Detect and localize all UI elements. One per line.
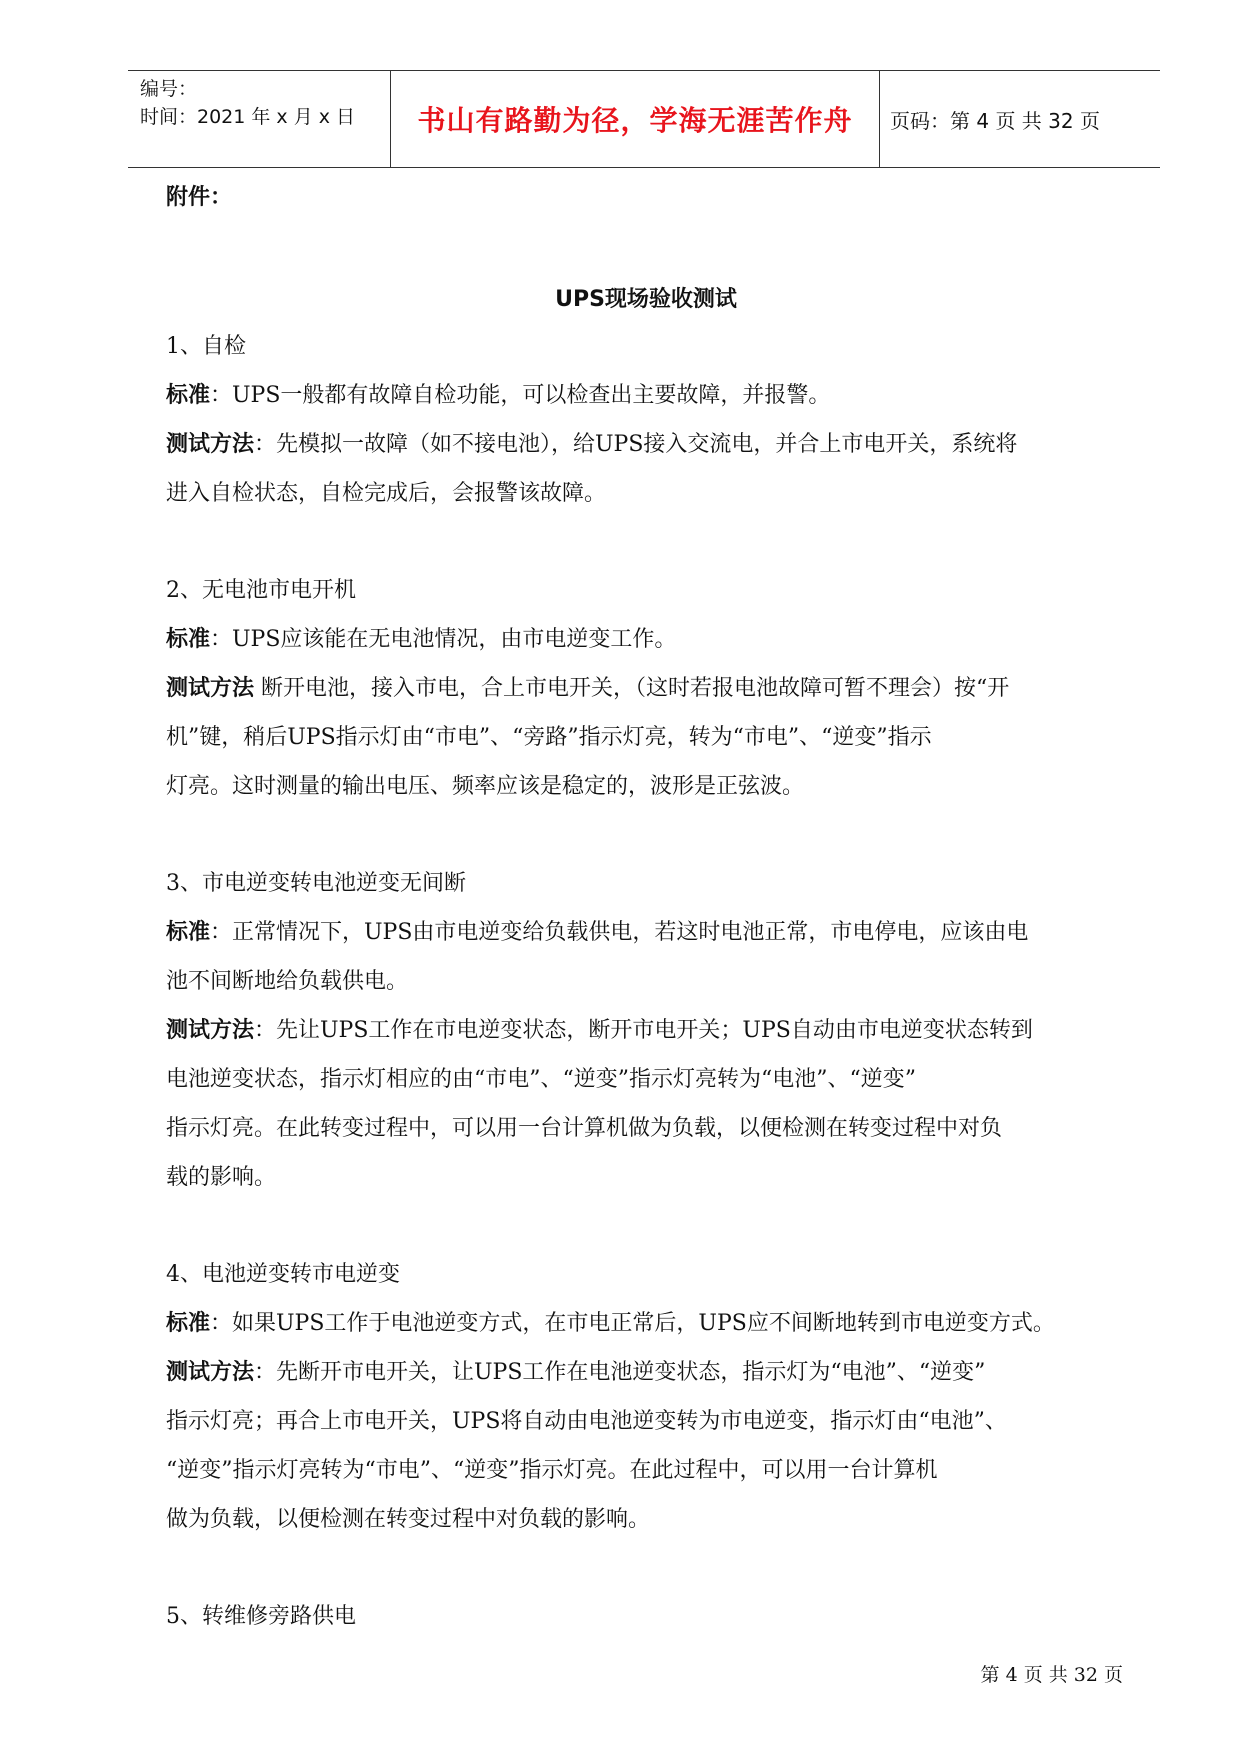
number-label: 编号： xyxy=(140,78,198,100)
standard-text: ：如果UPS工作于电池逆变方式，在市电正常后，UPS应不间断地转到市电逆变方式。 xyxy=(210,1311,1055,1336)
standard-label: 标准 xyxy=(166,920,211,945)
standard-label: 标准 xyxy=(166,1311,211,1336)
method-line xyxy=(166,664,1126,713)
method-text: ：先断开市电开关，让UPS工作在电池逆变状态，指示灯为“电池”、“逆变” xyxy=(254,1360,986,1385)
method-line: 电池逆变状态，指示灯相应的由“市电”、“逆变”指示灯亮转为“电池”、“逆变” xyxy=(166,1067,916,1092)
time-label: 时间：2021 年 x 月 x 日 xyxy=(140,106,356,128)
attachment-label: 附件： xyxy=(166,185,233,210)
method-line: 指示灯亮；再合上市电开关，UPS将自动由电池逆变转为市电逆变，指示灯由“电池”、 xyxy=(166,1409,1007,1434)
header-motto: 书山有路勤为径，学海无涯苦作舟 xyxy=(390,71,880,167)
standard-line xyxy=(166,1299,1126,1348)
page-footer: 第 4 页 共 32 页 xyxy=(980,1664,1123,1686)
doc-title: UPS现场验收测试 xyxy=(555,287,737,312)
section-heading: 2、无电池市电开机 xyxy=(166,578,356,603)
method-line: 灯亮。这时测量的输出电压、频率应该是稳定的，波形是正弦波。 xyxy=(166,774,805,799)
method-line: 进入自检状态，自检完成后，会报警该故障。 xyxy=(166,481,607,506)
standard-text: ：UPS应该能在无电池情况，由市电逆变工作。 xyxy=(210,627,677,652)
section-heading: 1、自检 xyxy=(166,334,246,359)
method-text: ：先让UPS工作在市电逆变状态，断开市电开关；UPS自动由市电逆变状态转到 xyxy=(254,1018,1033,1043)
standard-label: 标准 xyxy=(166,627,211,652)
method-line: 载的影响。 xyxy=(166,1165,277,1190)
method-label: 测试方法 xyxy=(166,432,255,457)
method-text: 断开电池，接入市电，合上市电开关，（这时若报电池故障可暂不理会）按“开 xyxy=(254,676,1010,701)
method-label: 测试方法 xyxy=(166,1360,255,1385)
method-line: 机”键，稍后UPS指示灯由“市电”、“旁路”指示灯亮，转为“市电”、“逆变”指示 xyxy=(166,725,932,750)
method-line: 做为负载，以便检测在转变过程中对负载的影响。 xyxy=(166,1507,651,1532)
method-line xyxy=(166,420,1126,469)
method-line: 指示灯亮。在此转变过程中，可以用一台计算机做为负载，以便检测在转变过程中对负 xyxy=(166,1116,1003,1141)
section-heading: 5、转维修旁路供电 xyxy=(166,1604,356,1629)
method-line xyxy=(166,1006,1126,1055)
standard-line xyxy=(166,615,1126,664)
method-label: 测试方法 xyxy=(166,1018,255,1043)
standard-label: 标准 xyxy=(166,383,211,408)
header-page-info: 页码：第 4 页 共 32 页 xyxy=(890,108,1100,133)
method-text: ：先模拟一故障（如不接电池），给UPS接入交流电，并合上市电开关，系统将 xyxy=(254,432,1018,457)
section-heading: 4、电池逆变转市电逆变 xyxy=(166,1262,400,1287)
section-heading: 3、市电逆变转电池逆变无间断 xyxy=(166,871,466,896)
standard-line xyxy=(166,908,1126,957)
header-left-cell xyxy=(140,71,390,171)
standard-line: 池不间断地给负载供电。 xyxy=(166,969,409,994)
method-line: “逆变”指示灯亮转为“市电”、“逆变”指示灯亮。在此过程中，可以用一台计算机 xyxy=(166,1458,938,1483)
method-line xyxy=(166,1348,1126,1397)
method-label: 测试方法 xyxy=(166,676,255,701)
page-header xyxy=(128,70,1160,168)
standard-text: ：正常情况下，UPS由市电逆变给负载供电，若这时电池正常，市电停电，应该由电 xyxy=(210,920,1029,945)
standard-text: ：UPS一般都有故障自检功能，可以检查出主要故障，并报警。 xyxy=(210,383,831,408)
standard-line xyxy=(166,371,1126,420)
